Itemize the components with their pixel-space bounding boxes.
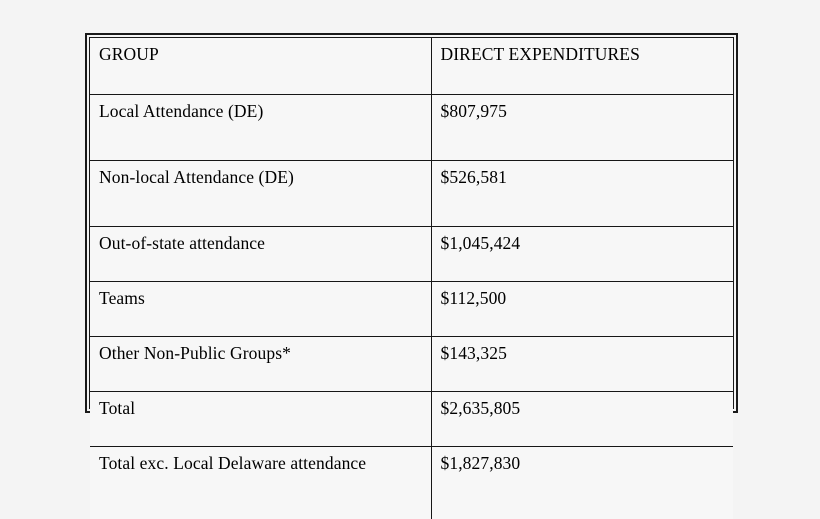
cell-group-label: Local Attendance (DE)	[99, 100, 431, 122]
cell-group-label: Total	[99, 397, 431, 419]
table-row	[90, 161, 733, 227]
cell-amount-value: $112,500	[441, 287, 734, 309]
table-row	[90, 282, 733, 337]
cell-amount	[431, 447, 733, 519]
cell-group-label: Teams	[99, 287, 431, 309]
table-row	[90, 337, 733, 392]
cell-group	[90, 282, 431, 337]
table-row	[90, 447, 733, 519]
table-inner-frame	[89, 37, 734, 409]
cell-group-label: Total exc. Local Delaware attendance	[99, 452, 431, 474]
column-header-amount-label: DIRECT EXPENDITURES	[441, 43, 734, 65]
table-row	[90, 392, 733, 447]
cell-group	[90, 95, 431, 161]
cell-amount-value: $143,325	[441, 342, 734, 364]
table-header-row	[90, 38, 733, 95]
cell-amount-value: $1,045,424	[441, 232, 734, 254]
column-header-group-label: GROUP	[99, 43, 431, 65]
table-outer-frame	[85, 33, 738, 413]
table-row	[90, 95, 733, 161]
cell-amount-value: $807,975	[441, 100, 734, 122]
column-header-amount	[431, 38, 733, 95]
cell-amount	[431, 282, 733, 337]
cell-amount-value: $1,827,830	[441, 452, 734, 474]
column-header-group	[90, 38, 431, 95]
direct-expenditures-table	[90, 38, 733, 519]
table-row	[90, 227, 733, 282]
cell-group	[90, 227, 431, 282]
cell-group	[90, 337, 431, 392]
cell-amount	[431, 337, 733, 392]
cell-group	[90, 447, 431, 519]
cell-group-label: Other Non-Public Groups*	[99, 342, 431, 364]
cell-group-label: Non-local Attendance (DE)	[99, 166, 431, 188]
cell-amount	[431, 95, 733, 161]
cell-amount	[431, 227, 733, 282]
cell-amount	[431, 392, 733, 447]
cell-amount-value: $2,635,805	[441, 397, 734, 419]
cell-amount	[431, 161, 733, 227]
cell-group-label: Out-of-state attendance	[99, 232, 431, 254]
cell-amount-value: $526,581	[441, 166, 734, 188]
cell-group	[90, 392, 431, 447]
cell-group	[90, 161, 431, 227]
